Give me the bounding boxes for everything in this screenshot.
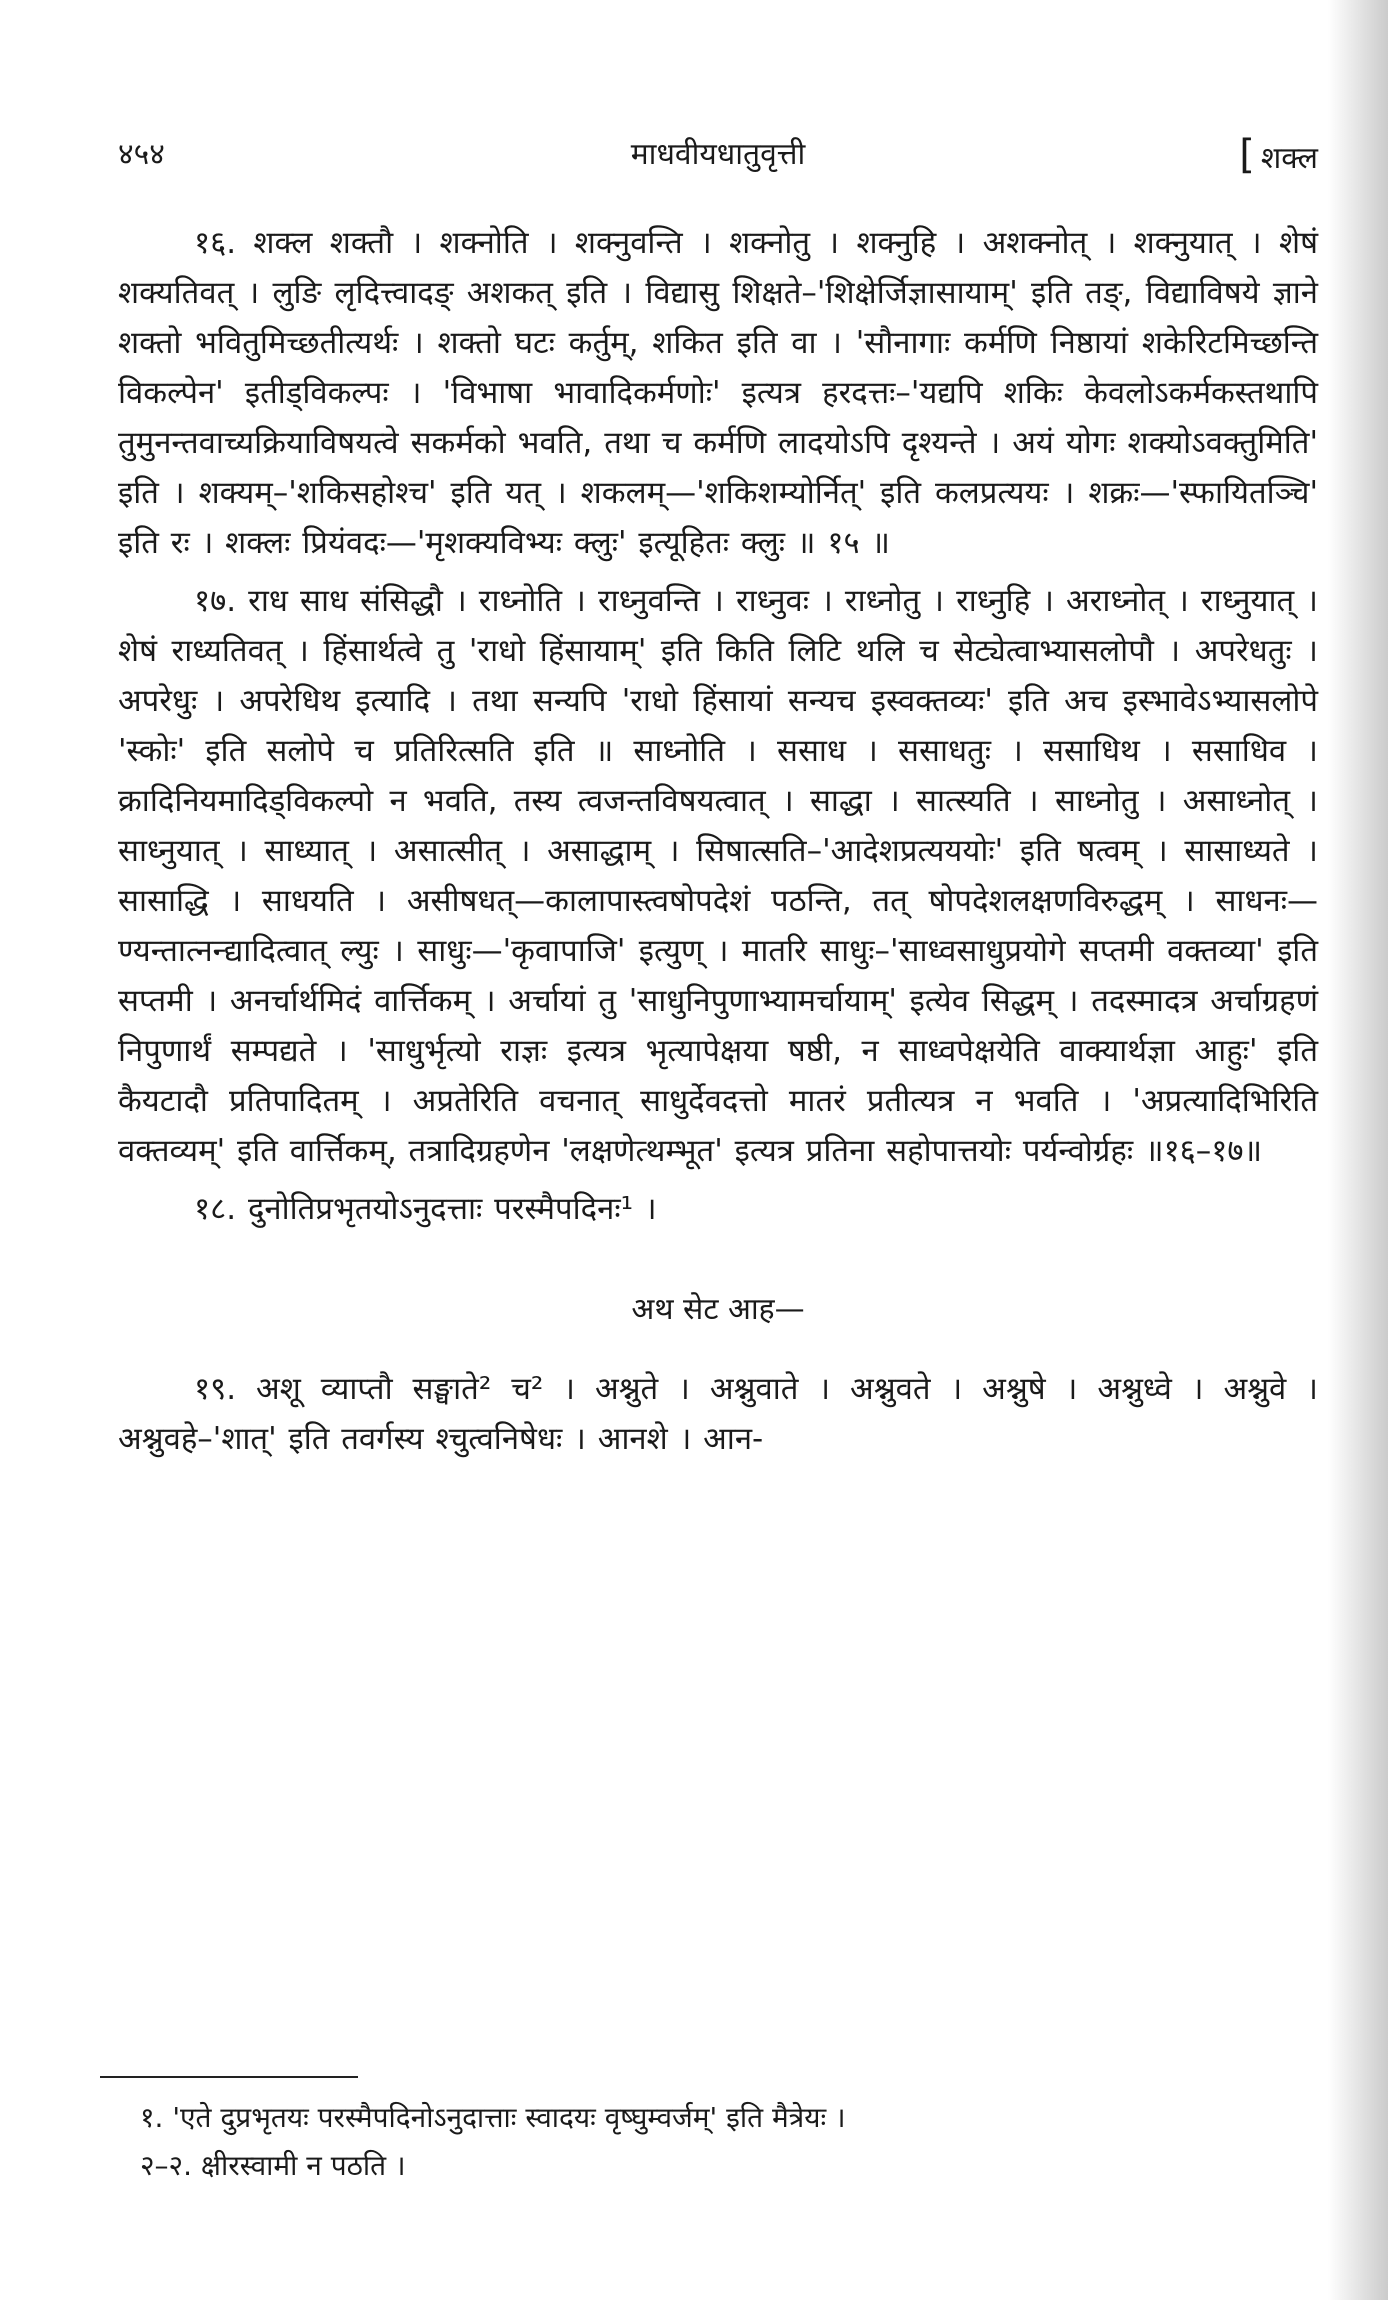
binding-shadow bbox=[1328, 0, 1388, 2300]
paragraph-19: १९. अशू व्याप्तौ सङ्घाते² च² । अश्नुते । अश्नुवाते । अश्नुवते । अश्नुषे । अश्नुध्वे । अश्नुवे । अश्नुवहे–'शात्' इति तवर्गस्य श्चुत्वनिषेधः । आनशे । आन- bbox=[118, 1371, 1318, 1457]
footnote-divider bbox=[100, 2076, 358, 2078]
paragraph-18: १८. दुनोतिप्रभृतयोऽनुदत्ताः परस्मैपदिनः¹ । bbox=[194, 1191, 657, 1227]
footnote-1: १. 'एते दुप्रभृतयः परस्मैपदिनोऽनुदात्ताः स्वादयः वृष्घुम्वर्जम्' इति मैत्रेयः । bbox=[140, 2101, 846, 2134]
sub-heading: अथ सेट आह— bbox=[631, 1292, 805, 1327]
footnote-2: २–२. क्षीरस्वामी न पठति । bbox=[140, 2149, 406, 2182]
bracket-glyph: [ bbox=[1239, 132, 1255, 178]
page-header bbox=[118, 132, 1318, 182]
footnotes bbox=[140, 2094, 1320, 2190]
page-number: ४५४ bbox=[118, 137, 165, 172]
paragraph-17: १७. राध साध संसिद्धौ । राध्नोति । राध्नुवन्ति । राध्नुवः । राध्नोतु । राध्नुहि । अराध्नोत् । राध्नुयात् । शेषं राध्यतिवत् । हिंसार्थत्वे तु 'राधो हिंसायाम्' इति किति लिटि थलि च सेट्येत्वाभ्यासलोपौ । अपरेधतुः । अपरेधुः । अपरेधिथ इत्यादि । तथा सन्यपि 'राधो हिंसायां सन्यच इस्वक्तव्यः' इति अच इस्भावेऽभ्यासलोपे 'स्कोः' इति सलोपे च प्रतिरित्सति इति ॥ साध्नोति । ससाध । ससाधतुः । ससाधिथ । ससाधिव । क्रादिनियमादिड्विकल्पो न भवति, तस्य त्वजन्तविषयत्वात् । साद्धा । सात्स्यति । साध्नोतु । असाध्नोत् । साध्नुयात् । साध्यात् । असात्सीत् । असाद्धाम् । सिषात्सति–'आदेशप्रत्यययोः' इति षत्वम् । सासाध्यते । सासाद्धि । साधयति । असीषधत्—कालापास्त्वषोपदेशं पठन्ति, तत् षोपदेशलक्षणविरुद्धम् । साधनः—ण्यन्तात्नन्द्यादित्वात् ल्युः । साधुः—'कृवापाजि' इत्युण् । मातरि साधुः–'साध्वसाधुप्रयोगे सप्तमी वक्तव्या' इति सप्तमी । अनर्चार्थमिदं वार्त्तिकम् । अर्चायां तु 'साधुनिपुणाभ्यामर्चायाम्' इत्येव सिद्धम् । तदस्मादत्र अर्चाग्रहणं निपुणार्थं सम्पद्यते । 'साधुर्भृत्यो राज्ञः इत्यत्र भृत्यापेक्षया षष्ठी, न साध्वपेक्षयेति वाक्यार्थज्ञा आहुः' इति कैयटादौ प्रतिपादितम् । अप्रतेरिति वचनात् साधुर्देवदत्तो मातरं प्रतीत्यत्र न भवति । 'अप्रत्यादिभिरिति वक्तव्यम्' इति वार्त्तिकम्, तत्रादिग्रहणेन 'लक्षणेत्थम्भूत' इत्यत्र प्रतिना सहोपात्तयोः पर्यन्वोर्ग्रहः ॥१६–१७॥ bbox=[118, 583, 1318, 1169]
main-text bbox=[118, 218, 1318, 1472]
section-marker-text: शक्ल bbox=[1260, 141, 1318, 176]
section-marker bbox=[1239, 132, 1318, 178]
paragraph-16: १६. शक्ल शक्तौ । शक्नोति । शक्नुवन्ति । शक्नोतु । शक्नुहि । अशक्नोत् । शक्नुयात् । शेषं शक्यतिवत् । लुङि लृदित्त्वादङ् अशकत् इति । विद्यासु शिक्षते–'शिक्षेर्जिज्ञासायाम्' इति तङ्, विद्याविषये ज्ञाने शक्तो भवितुमिच्छतीत्यर्थः । शक्तो घटः कर्तुम्, शकित इति वा । 'सौनागाः कर्मणि निष्ठायां शकेरिटमिच्छन्ति विकल्पेन' इतीड्विकल्पः । 'विभाषा भावादिकर्मणोः' इत्यत्र हरदत्तः–'यद्यपि शकिः केवलोऽकर्मकस्तथापि तुमुनन्तवाच्यक्रियाविषयत्वे सकर्मको भवति, तथा च कर्मणि लादयोऽपि दृश्यन्ते । अयं योगः शक्योऽवक्तुमिति' इति । शक्यम्–'शकिसहोश्च' इति यत् । शकलम्—'शकिशम्योर्नित्' इति कलप्रत्ययः । शक्रः—'स्फायितञ्चि' इति रः । शक्लः प्रियंवदः—'मृशक्यविभ्यः क्लुः' इत्यूहितः क्लुः ॥ १५ ॥ bbox=[118, 225, 1318, 561]
running-title: माधवीयधातुवृत्ती bbox=[630, 137, 806, 172]
